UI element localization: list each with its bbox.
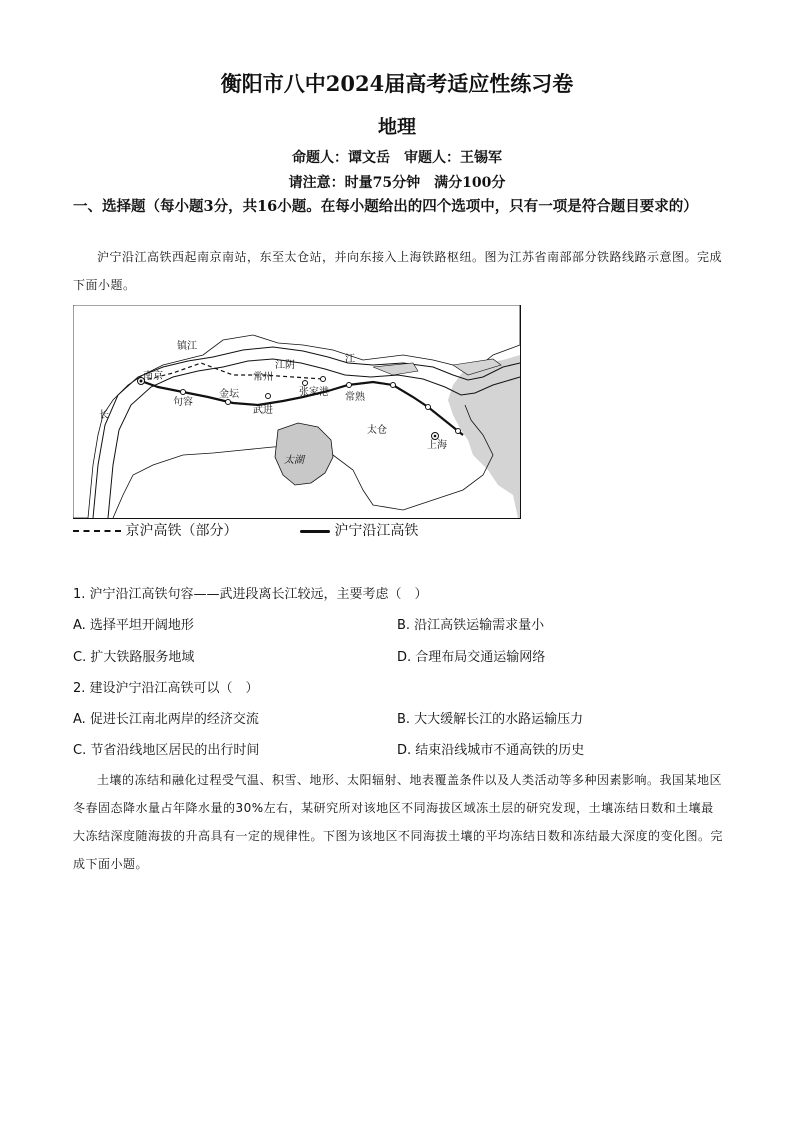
notice-line: 请注意：时量75分钟 满分100分 (288, 175, 506, 191)
subject-title: 地理 (377, 116, 416, 138)
question-1-option-b[interactable]: B. 沿江高铁运输需求量小 (397, 618, 545, 633)
station-changzhou (303, 381, 308, 386)
railway-map (73, 305, 521, 519)
question-1-option-a[interactable]: A. 选择平坦开阔地形 (73, 618, 194, 633)
label-jurong: 句容 (173, 397, 193, 408)
station-taicang (456, 429, 461, 434)
label-taihu: 太湖 (284, 455, 304, 466)
authors-line: 命题人：谭文岳 审题人：王锡军 (292, 150, 502, 166)
intro-paragraph-1: 沪宁沿江高铁西起南京南站，东至太仓站，并向东接入上海铁路枢纽。图为江苏省南部部分铁路线路示意图。完成下面小题。 (73, 250, 723, 292)
exam-title: 衡阳市八中2024届高考适应性练习卷 (220, 71, 574, 96)
question-1-stem: 1. 沪宁沿江高铁句容——武进段离长江较远，主要考虑（ ） (73, 587, 428, 602)
station-jurong (181, 390, 186, 395)
legend-dashed-line (73, 530, 121, 532)
label-changshu: 常熟 (345, 392, 365, 403)
label-zhenjiang: 镇江 (177, 341, 197, 352)
question-2-option-a[interactable]: A. 促进长江南北两岸的经济交流 (73, 712, 259, 727)
label-jintan: 金坛 (219, 389, 239, 400)
label-changzhou: 常州 (253, 372, 273, 383)
question-2-option-d[interactable]: D. 结束沿线城市不通高铁的历史 (397, 743, 585, 758)
label-jiang: 江 (345, 354, 355, 365)
label-taicang: 太仓 (367, 425, 387, 436)
label-wujin: 武进 (253, 405, 273, 416)
label-zhangjiagang: 张家港 (299, 387, 329, 398)
question-1-option-d[interactable]: D. 合理布局交通运输网络 (397, 650, 546, 665)
question-2-option-b[interactable]: B. 大大缓解长江的水路运输压力 (397, 712, 584, 727)
station-c (426, 405, 431, 410)
legend-solid-line (300, 530, 330, 533)
label-chang: 长 (99, 410, 109, 421)
station-jiangyin (321, 377, 326, 382)
question-1-option-c[interactable]: C. 扩大铁路服务地域 (73, 650, 195, 665)
label-shanghai: 上海 (427, 440, 447, 451)
question-2-option-c[interactable]: C. 节省沿线地区居民的出行时间 (73, 743, 260, 758)
label-nanjing: 南京 (143, 371, 163, 382)
section-heading: 一、选择题（每小题3分，共16小题。在每小题给出的四个选项中，只有一项是符合题目要求的） (73, 198, 698, 215)
station-wujin (266, 394, 271, 399)
label-jiangyin: 江阴 (275, 360, 295, 371)
station-changshu (391, 383, 396, 388)
map-legend (73, 520, 418, 540)
legend-huning: 沪宁沿江高铁 (334, 523, 419, 539)
intro-paragraph-2: 土壤的冻结和融化过程受气温、积雪、地形、太阳辐射、地表覆盖条件以及人类活动等多种因素影响。我国某地区冬春固态降水量占年降水量的30%左右，某研究所对该地区不同海拔区域冻土层的研究发现，土壤冻结日数和土壤最大冻结深度随海拔的升高具有一定的规律性。下图为该地区不同海拔土壤的平均冻结日数和冻结最大深度的变化图。完成下面小题。 (73, 773, 724, 871)
legend-jinghu: 京沪高铁（部分） (125, 523, 238, 539)
station-zhangjiagang (347, 383, 352, 388)
question-2-stem: 2. 建设沪宁沿江高铁可以（ ） (73, 681, 259, 696)
station-jintan (226, 400, 231, 405)
